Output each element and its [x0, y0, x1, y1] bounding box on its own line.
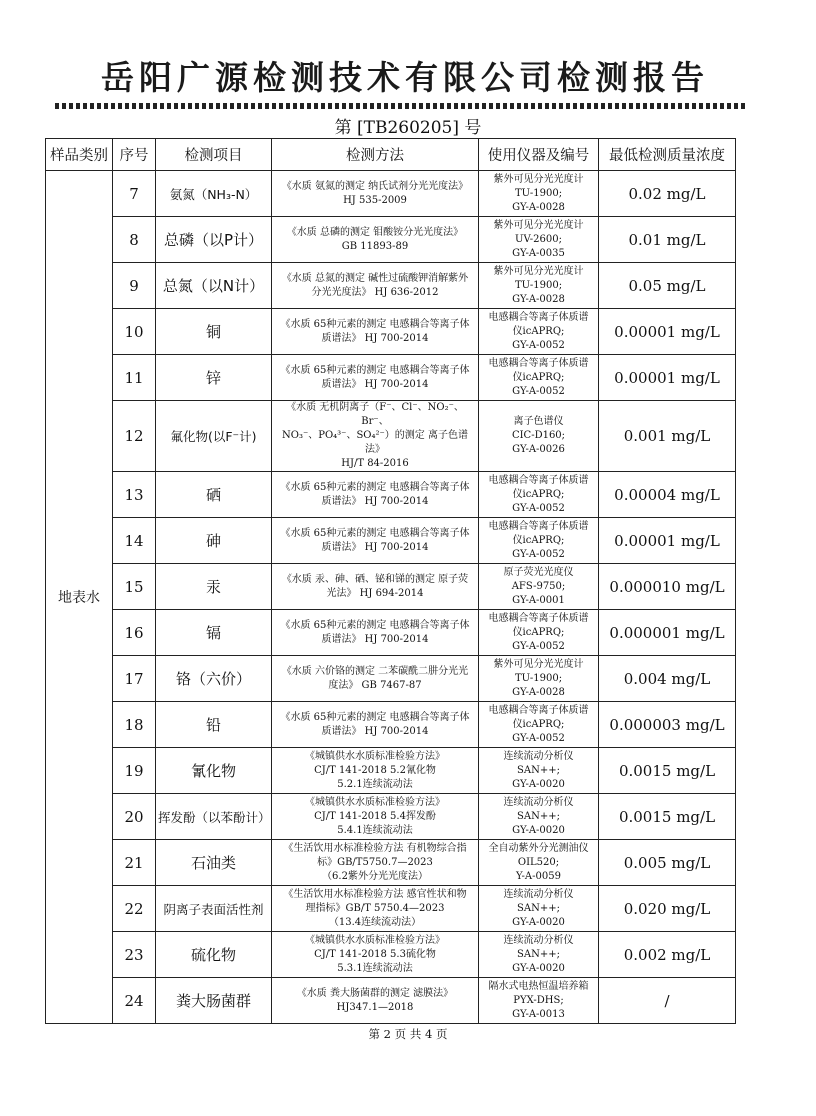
row-number: 23 — [113, 932, 156, 978]
test-item: 挥发酚（以苯酚计） — [156, 794, 272, 840]
row-number: 24 — [113, 978, 156, 1024]
table-row — [46, 355, 736, 401]
row-number: 12 — [113, 401, 156, 472]
row-number: 11 — [113, 355, 156, 401]
column-header-method: 检测方法 — [272, 139, 479, 171]
test-item: 锌 — [156, 355, 272, 401]
test-method: 《水质 无机阴离子（F⁻、Cl⁻、NO₂⁻、Br⁻、 NO₃⁻、PO₄³⁻、SO₄²⁻）的测定 离子色谱法》 HJ/T 84-2016 — [272, 401, 479, 472]
row-number: 7 — [113, 171, 156, 217]
test-item: 石油类 — [156, 840, 272, 886]
table-row — [46, 309, 736, 355]
report-title: 岳阳广源检测技术有限公司检测报告 — [101, 58, 709, 97]
instrument: 连续流动分析仪 SAN++; GY-A-0020 — [479, 794, 599, 840]
detection-limit: 0.000010 mg/L — [599, 564, 736, 610]
table-row — [46, 794, 736, 840]
detection-limit: 0.05 mg/L — [599, 263, 736, 309]
test-method: 《水质 总磷的测定 钼酸铵分光光度法》 GB 11893-89 — [272, 217, 479, 263]
test-item: 氟化物(以F⁻计) — [156, 401, 272, 472]
table-row — [46, 748, 736, 794]
table-row — [46, 886, 736, 932]
test-item: 粪大肠菌群 — [156, 978, 272, 1024]
instrument: 连续流动分析仪 SAN++; GY-A-0020 — [479, 932, 599, 978]
instrument: 电感耦合等离子体质谱 仪icAPRQ; GY-A-0052 — [479, 472, 599, 518]
detection-limit: 0.000001 mg/L — [599, 610, 736, 656]
row-number: 9 — [113, 263, 156, 309]
dotted-divider — [55, 103, 745, 109]
column-header-instrument: 使用仪器及编号 — [479, 139, 599, 171]
instrument: 紫外可见分光光度计 UV-2600; GY-A-0035 — [479, 217, 599, 263]
test-item: 氨氮（NH₃-N） — [156, 171, 272, 217]
test-item: 镉 — [156, 610, 272, 656]
table-row — [46, 472, 736, 518]
column-header-item: 检测项目 — [156, 139, 272, 171]
test-method: 《城镇供水水质标准检验方法》 CJ/T 141-2018 5.2氰化物 5.2.1连续流动法 — [272, 748, 479, 794]
test-item: 铬（六价） — [156, 656, 272, 702]
row-number: 13 — [113, 472, 156, 518]
detection-limit: 0.005 mg/L — [599, 840, 736, 886]
table-row — [46, 564, 736, 610]
row-number: 21 — [113, 840, 156, 886]
table-row — [46, 401, 736, 472]
detection-limit: 0.0015 mg/L — [599, 748, 736, 794]
detection-limit: 0.004 mg/L — [599, 656, 736, 702]
table-row — [46, 263, 736, 309]
detection-limit: 0.00004 mg/L — [599, 472, 736, 518]
report-number: 第 [TB260205] 号 — [334, 118, 482, 138]
instrument: 紫外可见分光光度计 TU-1900; GY-A-0028 — [479, 656, 599, 702]
instrument: 紫外可见分光光度计 TU-1900; GY-A-0028 — [479, 171, 599, 217]
column-header-category: 样品类别 — [46, 139, 113, 171]
row-number: 10 — [113, 309, 156, 355]
test-item: 阴离子表面活性剂 — [156, 886, 272, 932]
instrument: 电感耦合等离子体质谱 仪icAPRQ; GY-A-0052 — [479, 355, 599, 401]
test-item: 硒 — [156, 472, 272, 518]
test-method: 《水质 六价铬的测定 二苯碳酰二肼分光光 度法》 GB 7467-87 — [272, 656, 479, 702]
test-method: 《生活饮用水标准检验方法 感官性状和物 理指标》GB/T 5750.4—2023 （13.4连续流动法） — [272, 886, 479, 932]
test-item: 氰化物 — [156, 748, 272, 794]
row-number: 20 — [113, 794, 156, 840]
sample-category: 地表水 — [46, 171, 113, 1024]
test-item: 总氮（以N计） — [156, 263, 272, 309]
instrument: 电感耦合等离子体质谱 仪icAPRQ; GY-A-0052 — [479, 702, 599, 748]
test-item: 铜 — [156, 309, 272, 355]
detection-limit: 0.0015 mg/L — [599, 794, 736, 840]
test-method: 《水质 粪大肠菌群的测定 滤膜法》 HJ347.1—2018 — [272, 978, 479, 1024]
instrument: 原子荧光光度仪 AFS-9750; GY-A-0001 — [479, 564, 599, 610]
table-row — [46, 217, 736, 263]
table-row — [46, 610, 736, 656]
test-method: 《城镇供水水质标准检验方法》 CJ/T 141-2018 5.3硫化物 5.3.1连续流动法 — [272, 932, 479, 978]
test-items-table — [45, 138, 736, 1024]
instrument: 紫外可见分光光度计 TU-1900; GY-A-0028 — [479, 263, 599, 309]
table-row — [46, 978, 736, 1024]
table-row — [46, 702, 736, 748]
detection-limit: / — [599, 978, 736, 1024]
detection-limit: 0.00001 mg/L — [599, 518, 736, 564]
instrument: 电感耦合等离子体质谱 仪icAPRQ; GY-A-0052 — [479, 610, 599, 656]
page-number: 第 2 页 共 4 页 — [368, 1027, 448, 1041]
row-number: 22 — [113, 886, 156, 932]
test-method: 《生活饮用水标准检验方法 有机物综合指 标》GB/T5750.7—2023 （6.2紫外分光光度法） — [272, 840, 479, 886]
table-row — [46, 518, 736, 564]
test-method: 《水质 汞、砷、硒、铋和锑的测定 原子荧 光法》 HJ 694-2014 — [272, 564, 479, 610]
table-row — [46, 840, 736, 886]
test-item: 铅 — [156, 702, 272, 748]
detection-limit: 0.01 mg/L — [599, 217, 736, 263]
instrument: 全自动紫外分光测油仪 OIL520; Y-A-0059 — [479, 840, 599, 886]
test-method: 《水质 65种元素的测定 电感耦合等离子体 质谱法》 HJ 700-2014 — [272, 610, 479, 656]
instrument: 电感耦合等离子体质谱 仪icAPRQ; GY-A-0052 — [479, 309, 599, 355]
detection-limit: 0.000003 mg/L — [599, 702, 736, 748]
test-method: 《水质 65种元素的测定 电感耦合等离子体 质谱法》 HJ 700-2014 — [272, 518, 479, 564]
detection-limit: 0.02 mg/L — [599, 171, 736, 217]
test-method: 《水质 氨氮的测定 纳氏试剂分光光度法》 HJ 535-2009 — [272, 171, 479, 217]
row-number: 19 — [113, 748, 156, 794]
table-header-row — [46, 139, 736, 171]
test-method: 《水质 65种元素的测定 电感耦合等离子体 质谱法》 HJ 700-2014 — [272, 702, 479, 748]
test-item: 砷 — [156, 518, 272, 564]
test-item: 硫化物 — [156, 932, 272, 978]
detection-limit: 0.001 mg/L — [599, 401, 736, 472]
detection-limit: 0.020 mg/L — [599, 886, 736, 932]
row-number: 17 — [113, 656, 156, 702]
row-number: 14 — [113, 518, 156, 564]
table-row — [46, 171, 736, 217]
instrument: 隔水式电热恒温培养箱 PYX-DHS; GY-A-0013 — [479, 978, 599, 1024]
instrument: 连续流动分析仪 SAN++; GY-A-0020 — [479, 748, 599, 794]
test-method: 《水质 总氮的测定 碱性过硫酸钾消解紫外 分光光度法》 HJ 636-2012 — [272, 263, 479, 309]
test-method: 《水质 65种元素的测定 电感耦合等离子体 质谱法》 HJ 700-2014 — [272, 355, 479, 401]
column-header-limit: 最低检测质量浓度 — [599, 139, 736, 171]
instrument: 电感耦合等离子体质谱 仪icAPRQ; GY-A-0052 — [479, 518, 599, 564]
instrument: 连续流动分析仪 SAN++; GY-A-0020 — [479, 886, 599, 932]
table-row — [46, 656, 736, 702]
table-row — [46, 932, 736, 978]
detection-limit: 0.00001 mg/L — [599, 309, 736, 355]
detection-limit: 0.002 mg/L — [599, 932, 736, 978]
test-item: 汞 — [156, 564, 272, 610]
row-number: 18 — [113, 702, 156, 748]
instrument: 离子色谱仪 CIC-D160; GY-A-0026 — [479, 401, 599, 472]
column-header-number: 序号 — [113, 139, 156, 171]
test-method: 《水质 65种元素的测定 电感耦合等离子体 质谱法》 HJ 700-2014 — [272, 309, 479, 355]
test-method: 《城镇供水水质标准检验方法》 CJ/T 141-2018 5.4挥发酚 5.4.1连续流动法 — [272, 794, 479, 840]
row-number: 8 — [113, 217, 156, 263]
test-method: 《水质 65种元素的测定 电感耦合等离子体 质谱法》 HJ 700-2014 — [272, 472, 479, 518]
row-number: 15 — [113, 564, 156, 610]
row-number: 16 — [113, 610, 156, 656]
detection-limit: 0.00001 mg/L — [599, 355, 736, 401]
test-item: 总磷（以P计） — [156, 217, 272, 263]
